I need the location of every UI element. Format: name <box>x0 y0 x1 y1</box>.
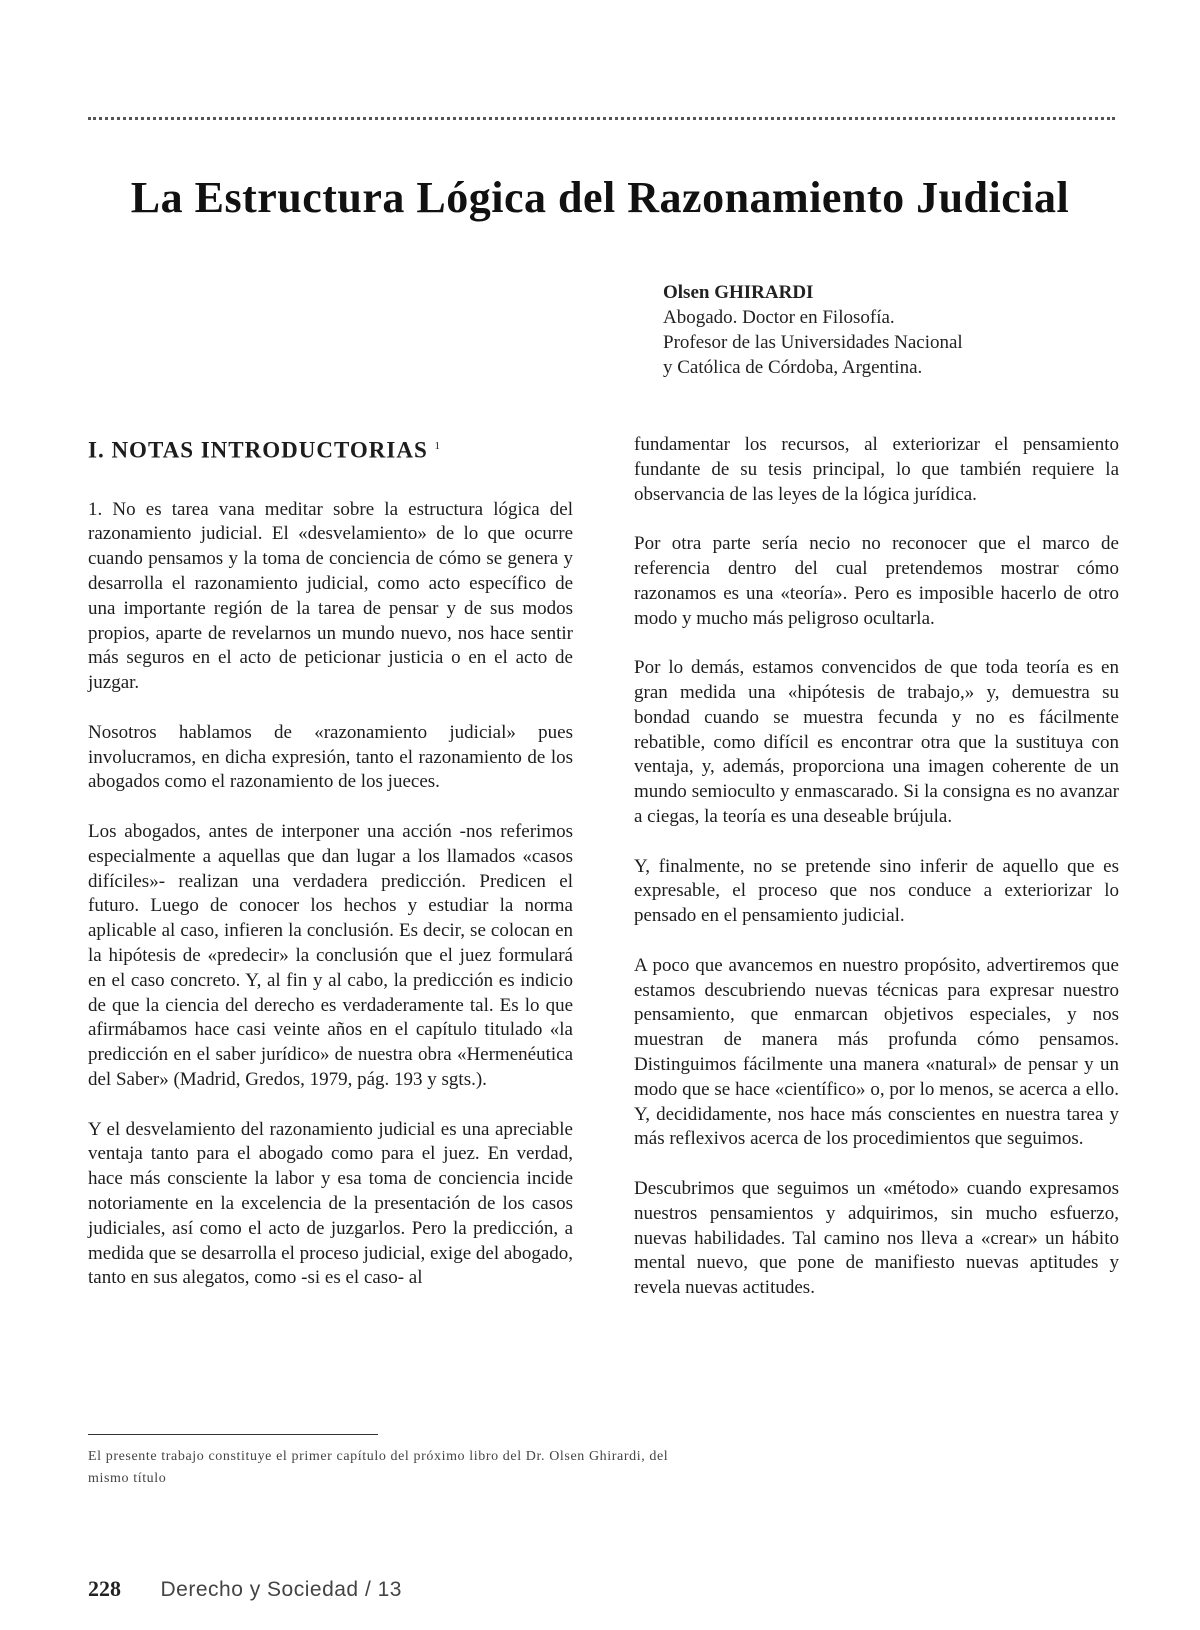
paragraph: Los abogados, antes de interponer una acción -nos referimos especialmente a aquellas que dan lugar a los llamados «casos difíciles»- realizan una verdadera predicción. Predicen el futuro. Luego de conocer los hechos y estudiar la norma aplicable al caso, infieren la conclusión. Es decir, se colocan en la hipótesis de «predecir» la conclusión que el juez formulará en el caso concreto. Y, al fin y al cabo, la predicción es indicio de que la ciencia del derecho es verdaderamente tal. Es lo que afirmábamos hace casi veinte años en el capítulo titulado «la predicción en el saber jurídico» de nuestra obra «Hermenéutica del Saber» (Madrid, Gredos, 1979, pág. 193 y sgts.). <box>88 821 573 1090</box>
right-column <box>634 433 1119 1326</box>
paragraph: fundamentar los recursos, al exteriorizar el pensamiento fundante de su tesis principal, lo que también requiere la observancia de las leyes de la lógica jurídica. <box>634 434 1119 505</box>
section-heading-text: I. NOTAS INTRODUCTORIAS <box>88 437 428 463</box>
paragraph: Y el desvelamiento del razonamiento judicial es una apreciable ventaja tanto para el abogado como para el juez. En verdad, hace más consciente la labor y esa toma de conciencia incide notoriamente en la excelencia de la presentación de los casos judiciales, así como el acto de juzgarlos. Pero la predicción, a medida que se desarrolla el proceso judicial, exige del abogado, tanto en sus alegatos, como -si es el caso- al <box>88 1118 573 1289</box>
article-title: La Estructura Lógica del Razonamiento Judicial <box>130 173 1070 222</box>
page-number: 228 <box>88 1576 121 1601</box>
paragraph: Y, finalmente, no se pretende sino inferir de aquello que es expresable, el proceso que nos conduce a exteriorizar lo pensado en el pensamiento judicial. <box>634 855 1119 927</box>
footnote-marker: 1 <box>434 440 441 452</box>
paragraph: Descubrimos que seguimos un «método» cuando expresamos nuestros pensamientos y adquirimos, sin mucho esfuerzo, nuevas habilidades. Tal camino nos lleva a «crear» un hábito mental nuevo, que pone de manifiesto nuevas aptitudes y revela nuevas actitudes. <box>634 1177 1119 1299</box>
footnote-text: El presente trabajo constituye el primer capítulo del próximo libro del Dr. Olsen Ghirardi, del mismo título <box>88 1449 669 1486</box>
top-dotted-rule <box>88 117 1115 123</box>
paragraph: 1. No es tarea vana meditar sobre la estructura lógica del razonamiento judicial. El «desvelamiento» de lo que ocurre cuando pensamos y la toma de conciencia de cómo se genera y desarrolla el razonamiento judicial, como acto específico de una importante región de la tarea de pensar y de sus modos propios, aparte de revelarnos un mundo nuevo, nos hace sentir más seguros en el acto de peticionar justicia o en el acto de juzgar. <box>88 498 573 694</box>
author-credential-line-3: y Católica de Córdoba, Argentina. <box>663 357 923 378</box>
author-credential-line-2: Profesor de las Universidades Nacional <box>663 332 963 353</box>
author-name: Olsen GHIRARDI <box>663 282 814 303</box>
paragraph: Nosotros hablamos de «razonamiento judicial» pues involucramos, en dicha expresión, tanto el razonamiento de los abogados como el razonamiento de los jueces. <box>88 721 573 793</box>
left-column <box>88 433 573 1316</box>
page-footer <box>88 1576 688 1602</box>
footnote-rule <box>88 1434 378 1435</box>
paragraph: Por otra parte sería necio no reconocer que el marco de referencia dentro del cual pretendemos mostrar cómo razonamos es una «teoría». Pero es imposible hacerlo de otro modo y mucho más peligroso ocultarla. <box>634 533 1119 629</box>
author-block <box>663 280 1143 380</box>
journal-name: Derecho y Sociedad / 13 <box>160 1578 402 1601</box>
paragraph: A poco que avancemos en nuestro propósito, advertiremos que estamos descubriendo nuevas técnicas para expresar nuestro pensamiento, que enmarcan objetivos especiales, y nos muestran de manera más profunda cómo pensamos. Distinguimos fácilmente una manera «natural» de pensar y un modo que se hace «científico» o, por lo menos, se acerca a ello. Y, decididamente, nos hace más conscientes en nuestra tarea y más reflexivos acerca de los procedimientos que seguimos. <box>634 954 1119 1150</box>
paragraph: Por lo demás, estamos convencidos de que toda teoría es en gran medida una «hipótesis de trabajo,» y, demuestra su bondad cuando se muestra fecunda y no es fácilmente rebatible, como difícil es encontrar otra que la sustituya con ventaja, y, además, proporciona una imagen coherente de un mundo semioculto y enmascarado. Si la consigna es no avanzar a ciegas, la teoría es una deseable brújula. <box>634 657 1119 827</box>
section-heading <box>88 433 573 464</box>
author-credential-line-1: Abogado. Doctor en Filosofía. <box>663 307 895 328</box>
